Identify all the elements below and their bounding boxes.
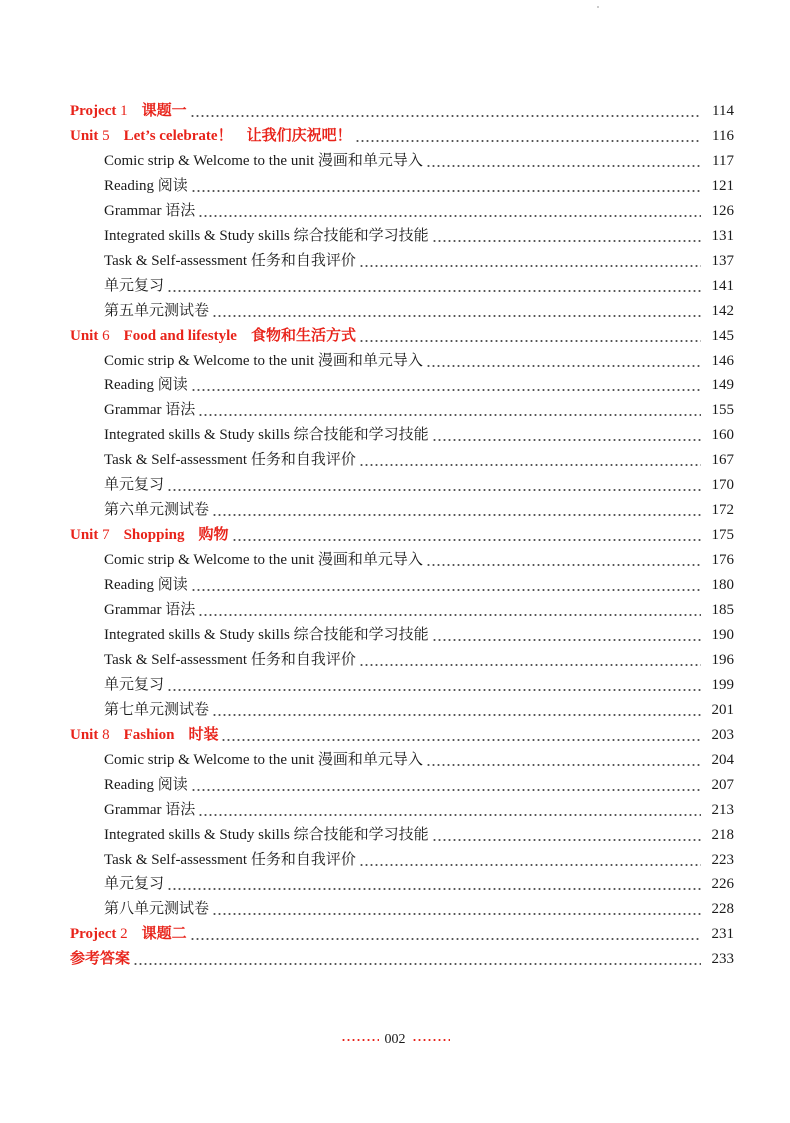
toc-entry-title: 单元复习 bbox=[104, 676, 165, 693]
toc-leader-dots bbox=[426, 554, 701, 567]
toc-page-number: 207 bbox=[711, 776, 734, 793]
toc-page-number: 223 bbox=[711, 851, 734, 868]
toc-entry-title: Integrated skills & Study skills 综合技能和学习技能 bbox=[104, 826, 429, 843]
toc-leader-dots bbox=[212, 504, 701, 517]
toc-leader-dots bbox=[133, 953, 701, 966]
toc-page-number: 213 bbox=[711, 801, 734, 818]
toc-leader-dots bbox=[212, 305, 701, 318]
toc-unit-title: Let’s celebrate！ bbox=[123, 127, 233, 144]
toc-page-number: 233 bbox=[711, 951, 734, 968]
toc-section-entry[interactable] bbox=[104, 149, 734, 171]
toc-entry-title bbox=[70, 326, 359, 346]
toc-page-number: 204 bbox=[711, 751, 734, 768]
toc-page-number: 185 bbox=[711, 602, 734, 618]
toc-page-number: 175 bbox=[711, 527, 734, 544]
toc-entry-title: Task & Self-assessment 任务和自我评价 bbox=[104, 851, 356, 868]
toc-leader-dots bbox=[212, 903, 701, 916]
toc-unit-entry[interactable] bbox=[70, 947, 734, 969]
toc-unit-title-cn: 让我们庆祝吧！ bbox=[246, 127, 352, 144]
toc-unit-number: Unit 6 bbox=[70, 327, 110, 344]
toc-leader-dots bbox=[191, 579, 701, 592]
toc-entry-title: 第七单元测试卷 bbox=[104, 701, 210, 718]
toc-leader-dots bbox=[426, 355, 701, 368]
toc-page-number: 142 bbox=[711, 302, 734, 319]
toc-page-number: 117 bbox=[712, 152, 734, 169]
toc-section-entry[interactable] bbox=[104, 473, 734, 495]
toc-entry-title: Reading 阅读 bbox=[104, 377, 188, 394]
toc-page-number: 137 bbox=[711, 252, 734, 269]
toc-section-entry[interactable] bbox=[104, 199, 734, 221]
toc-page-number: 114 bbox=[712, 103, 734, 119]
toc-section-entry[interactable] bbox=[104, 748, 734, 770]
toc-page-number: 231 bbox=[711, 926, 734, 943]
toc-leader-dots bbox=[432, 829, 701, 842]
toc-section-entry[interactable] bbox=[104, 573, 734, 595]
toc-entry-title: Grammar 语法 bbox=[104, 801, 196, 818]
toc-leader-dots bbox=[198, 604, 701, 617]
toc-unit-entry[interactable] bbox=[70, 124, 734, 146]
toc-entry-title: Task & Self-assessment 任务和自我评价 bbox=[104, 452, 356, 469]
toc-entry-title bbox=[70, 949, 133, 969]
toc-page-number: 201 bbox=[711, 701, 734, 718]
toc-page-number: 203 bbox=[711, 726, 734, 743]
toc-leader-dots bbox=[198, 804, 701, 817]
toc-section-entry[interactable] bbox=[104, 598, 734, 620]
toc-page-number: 121 bbox=[711, 177, 734, 194]
toc-section-entry[interactable] bbox=[104, 823, 734, 845]
toc-section-entry[interactable] bbox=[104, 673, 734, 695]
toc-entry-title: Reading 阅读 bbox=[104, 577, 188, 594]
toc-unit-number: Unit 8 bbox=[70, 726, 110, 743]
toc-leader-dots bbox=[432, 429, 701, 442]
toc-entry-title: Comic strip & Welcome to the unit 漫画和单元导入 bbox=[104, 152, 423, 169]
toc-entry-title: Integrated skills & Study skills 综合技能和学习技能 bbox=[104, 626, 429, 643]
toc-page-number: 176 bbox=[711, 552, 734, 569]
toc-leader-dots bbox=[359, 854, 701, 867]
toc-unit-number: Project 2 bbox=[70, 926, 128, 943]
toc-unit-title: 课题二 bbox=[141, 926, 187, 943]
toc-section-entry[interactable] bbox=[104, 448, 734, 470]
toc-unit-entry[interactable] bbox=[70, 723, 734, 745]
toc-leader-dots bbox=[191, 779, 701, 792]
toc-unit-title: Fashion bbox=[123, 726, 175, 743]
toc-entry-title: Reading 阅读 bbox=[104, 776, 188, 793]
toc-unit-entry[interactable] bbox=[70, 324, 734, 346]
toc-leader-dots bbox=[355, 130, 701, 143]
toc-entry-title: Integrated skills & Study skills 综合技能和学习技能 bbox=[104, 427, 429, 444]
page-footer bbox=[0, 1032, 790, 1048]
toc-page-number: 180 bbox=[711, 577, 734, 594]
toc-entry-title: Grammar 语法 bbox=[104, 202, 196, 219]
toc-leader-dots bbox=[359, 330, 701, 343]
footer-dots-right bbox=[412, 1036, 450, 1044]
toc-leader-dots bbox=[167, 479, 701, 492]
toc-page-number: 218 bbox=[711, 826, 734, 843]
toc-section-entry[interactable] bbox=[104, 224, 734, 246]
toc-section-entry[interactable] bbox=[104, 698, 734, 720]
toc-leader-dots bbox=[426, 754, 701, 767]
toc-leader-dots bbox=[432, 629, 701, 642]
toc-page-number: 149 bbox=[711, 377, 734, 394]
toc-unit-number: Project 1 bbox=[70, 103, 128, 119]
toc-section-entry[interactable] bbox=[104, 548, 734, 570]
toc-entry-title: 单元复习 bbox=[104, 876, 165, 893]
toc-section-entry[interactable] bbox=[104, 798, 734, 820]
toc-page-number: 226 bbox=[711, 876, 734, 893]
toc-leader-dots bbox=[191, 379, 701, 392]
toc-page-number: 141 bbox=[711, 277, 734, 294]
toc-page-number: 167 bbox=[711, 452, 734, 469]
toc-page-number: 155 bbox=[711, 402, 734, 419]
toc-entry-title bbox=[70, 126, 355, 146]
toc-section-entry[interactable] bbox=[104, 872, 734, 894]
page-number: 002 bbox=[384, 1032, 406, 1047]
toc-entry-title: Reading 阅读 bbox=[104, 177, 188, 194]
toc-entry-title: 第八单元测试卷 bbox=[104, 901, 210, 918]
toc-page-number: 145 bbox=[711, 327, 734, 344]
toc-page-number: 190 bbox=[711, 626, 734, 643]
toc-page-number: 160 bbox=[711, 427, 734, 444]
toc-unit-title: Shopping bbox=[123, 527, 185, 544]
toc-unit-title-cn: 购物 bbox=[198, 527, 229, 544]
toc-entry-title: Task & Self-assessment 任务和自我评价 bbox=[104, 651, 356, 668]
toc-unit-title: Food and lifestyle bbox=[123, 327, 237, 344]
toc-leader-dots bbox=[359, 255, 701, 268]
toc-section-entry[interactable] bbox=[104, 373, 734, 395]
toc-page-number: 116 bbox=[712, 127, 734, 144]
toc-leader-dots bbox=[167, 878, 701, 891]
toc-leader-dots bbox=[359, 654, 701, 667]
toc-entry-title: Grammar 语法 bbox=[104, 602, 196, 618]
toc-unit-title-cn: 食物和生活方式 bbox=[250, 327, 356, 344]
toc-unit-entry[interactable] bbox=[70, 523, 734, 545]
toc-entry-title: Comic strip & Welcome to the unit 漫画和单元导入 bbox=[104, 552, 423, 569]
toc-entry-title: Integrated skills & Study skills 综合技能和学习技能 bbox=[104, 227, 429, 244]
toc-unit-number: Unit 7 bbox=[70, 527, 110, 544]
toc-unit-title-cn: 时装 bbox=[188, 726, 219, 743]
toc-page-number: 228 bbox=[711, 901, 734, 918]
toc-entry-title: 第五单元测试卷 bbox=[104, 302, 210, 319]
toc-page-number: 199 bbox=[711, 676, 734, 693]
toc-section-entry[interactable] bbox=[104, 398, 734, 420]
toc-entry-title bbox=[70, 924, 190, 944]
toc-section-entry[interactable] bbox=[104, 274, 734, 296]
scan-speck bbox=[597, 6, 599, 8]
toc-leader-dots bbox=[359, 454, 701, 467]
toc-section-entry[interactable] bbox=[104, 897, 734, 919]
toc-section-entry[interactable] bbox=[104, 773, 734, 795]
toc-entry-title: Comic strip & Welcome to the unit 漫画和单元导入 bbox=[104, 751, 423, 768]
toc-entry-title bbox=[70, 525, 232, 545]
toc-page-number: 172 bbox=[711, 502, 734, 519]
toc-leader-dots bbox=[167, 280, 701, 293]
toc-leader-dots bbox=[198, 205, 701, 218]
toc-section-entry[interactable] bbox=[104, 498, 734, 520]
toc-entry-title: 单元复习 bbox=[104, 477, 165, 494]
toc-section-entry[interactable] bbox=[104, 249, 734, 271]
toc-page-number: 196 bbox=[711, 651, 734, 668]
toc-leader-dots bbox=[232, 529, 702, 542]
toc-section-entry[interactable] bbox=[104, 299, 734, 321]
toc-leader-dots bbox=[432, 230, 701, 243]
toc-leader-dots bbox=[198, 404, 701, 417]
toc-entry-title: Comic strip & Welcome to the unit 漫画和单元导入 bbox=[104, 352, 423, 369]
toc-leader-dots bbox=[191, 180, 701, 193]
toc-leader-dots bbox=[212, 704, 701, 717]
toc-page-number: 126 bbox=[711, 202, 734, 219]
toc-section-entry[interactable] bbox=[104, 349, 734, 371]
toc-entry-title bbox=[70, 725, 221, 745]
toc-entry-title: Grammar 语法 bbox=[104, 402, 196, 419]
toc-page-number: 170 bbox=[711, 477, 734, 494]
toc-page-number: 131 bbox=[711, 227, 734, 244]
toc-leader-dots bbox=[426, 155, 701, 168]
toc-entry-title: 第六单元测试卷 bbox=[104, 502, 210, 519]
toc-entry-title bbox=[70, 101, 190, 121]
footer-dots-left bbox=[341, 1036, 379, 1044]
toc-section-entry[interactable] bbox=[104, 648, 734, 670]
toc-section-entry[interactable] bbox=[104, 848, 734, 870]
toc-unit-number: Unit 5 bbox=[70, 127, 110, 144]
toc-leader-dots bbox=[190, 105, 701, 118]
toc-unit-entry[interactable] bbox=[70, 922, 734, 944]
toc-unit-title: 课题一 bbox=[141, 103, 187, 119]
toc-section-entry[interactable] bbox=[104, 423, 734, 445]
toc-page-number: 146 bbox=[711, 352, 734, 369]
toc-entry-title: 单元复习 bbox=[104, 277, 165, 294]
toc-unit-entry[interactable] bbox=[70, 99, 734, 121]
toc-leader-dots bbox=[167, 679, 701, 692]
toc-entry-title: Task & Self-assessment 任务和自我评价 bbox=[104, 252, 356, 269]
toc-leader-dots bbox=[221, 729, 701, 742]
toc-leader-dots bbox=[190, 928, 701, 941]
toc-section-entry[interactable] bbox=[104, 623, 734, 645]
toc-section-entry[interactable] bbox=[104, 174, 734, 196]
toc-unit-title: 参考答案 bbox=[70, 951, 131, 968]
